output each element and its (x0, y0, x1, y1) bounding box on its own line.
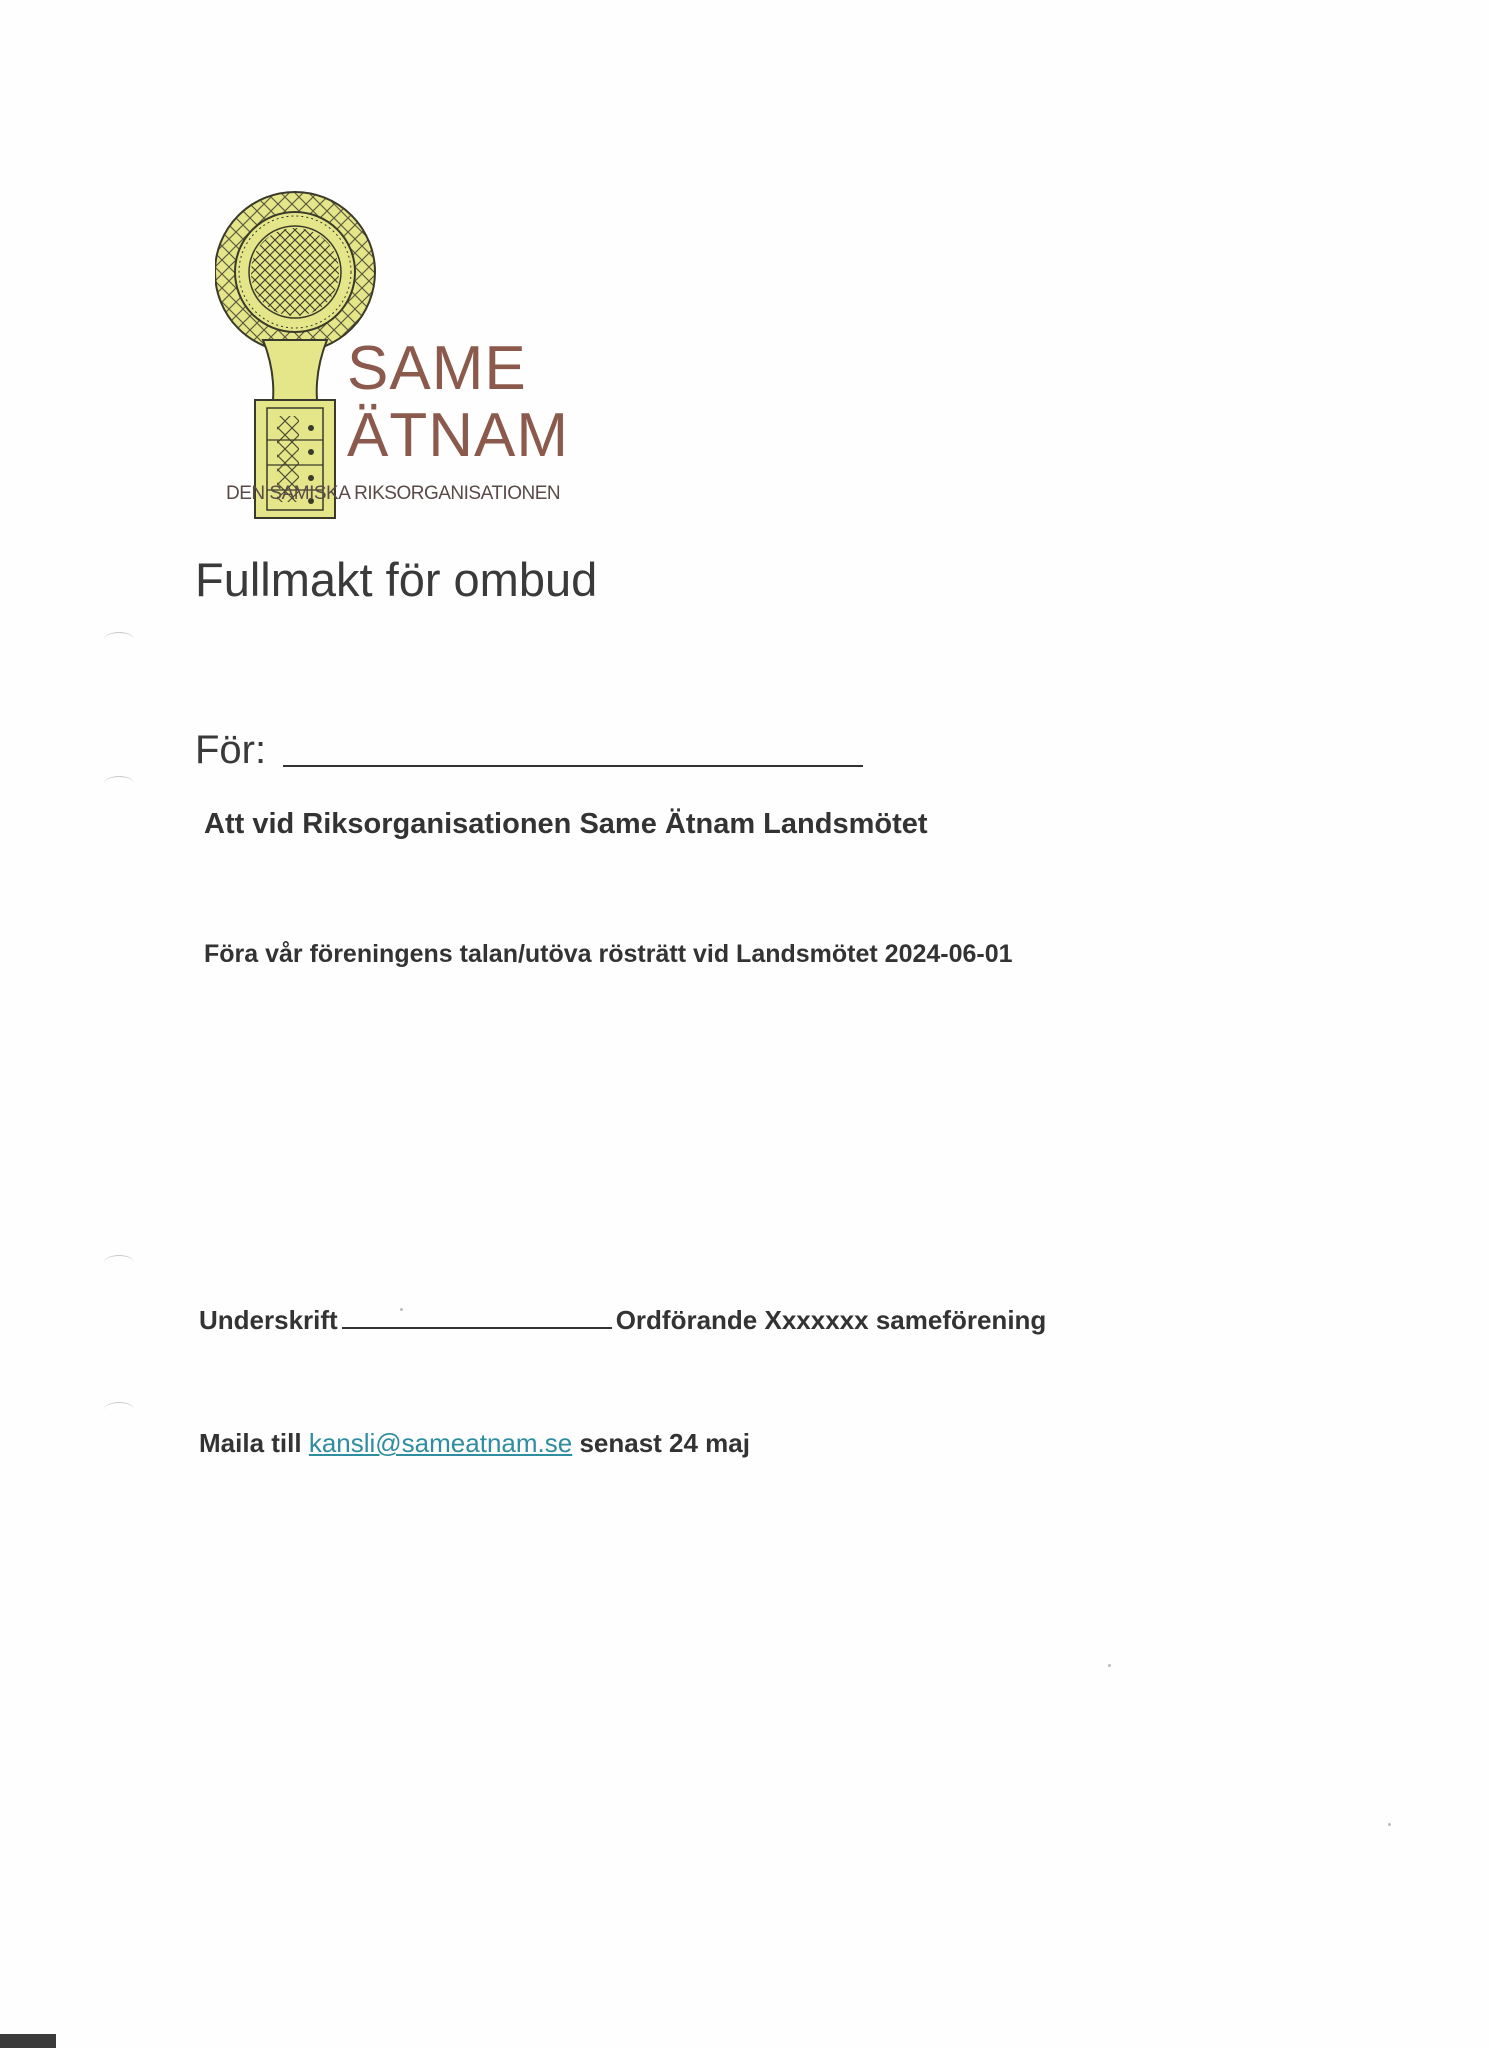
mail-instruction (199, 1428, 750, 1459)
scan-speck (1108, 1664, 1111, 1667)
mail-prefix: Maila till (199, 1428, 302, 1458)
page-title: Fullmakt för ombud (195, 553, 598, 606)
for-label: För: (195, 728, 267, 772)
voting-paragraph: Föra vår föreningens talan/utöva rösträtt vid Landsmötet 2024-06-01 (204, 940, 1013, 968)
punch-hole-mark (104, 776, 134, 791)
brand-subtitle: DEN SAMISKA RIKSORGANISATIONEN (226, 483, 561, 504)
mail-suffix: senast 24 maj (579, 1428, 750, 1458)
email-link[interactable]: kansli@sameatnam.se (308, 1428, 573, 1458)
signature-row (199, 1305, 1046, 1336)
punch-hole-mark (104, 1255, 134, 1270)
brand-name-line2: ÄTNAM (347, 401, 569, 470)
scan-speck (1388, 1823, 1391, 1826)
scan-edge-mark (0, 2034, 56, 2048)
scan-speck (400, 1308, 403, 1311)
signature-role: Ordförande Xxxxxxx sameförening (615, 1305, 1047, 1335)
punch-hole-mark (104, 632, 134, 647)
purpose-paragraph: Att vid Riksorganisationen Same Ätnam Landsmötet (204, 808, 928, 840)
signature-fill-line[interactable] (342, 1307, 612, 1329)
brand-name-line1: SAME (347, 334, 527, 403)
punch-hole-mark (104, 1402, 134, 1417)
signature-label: Underskrift (199, 1305, 338, 1335)
for-fill-line[interactable] (283, 765, 863, 767)
